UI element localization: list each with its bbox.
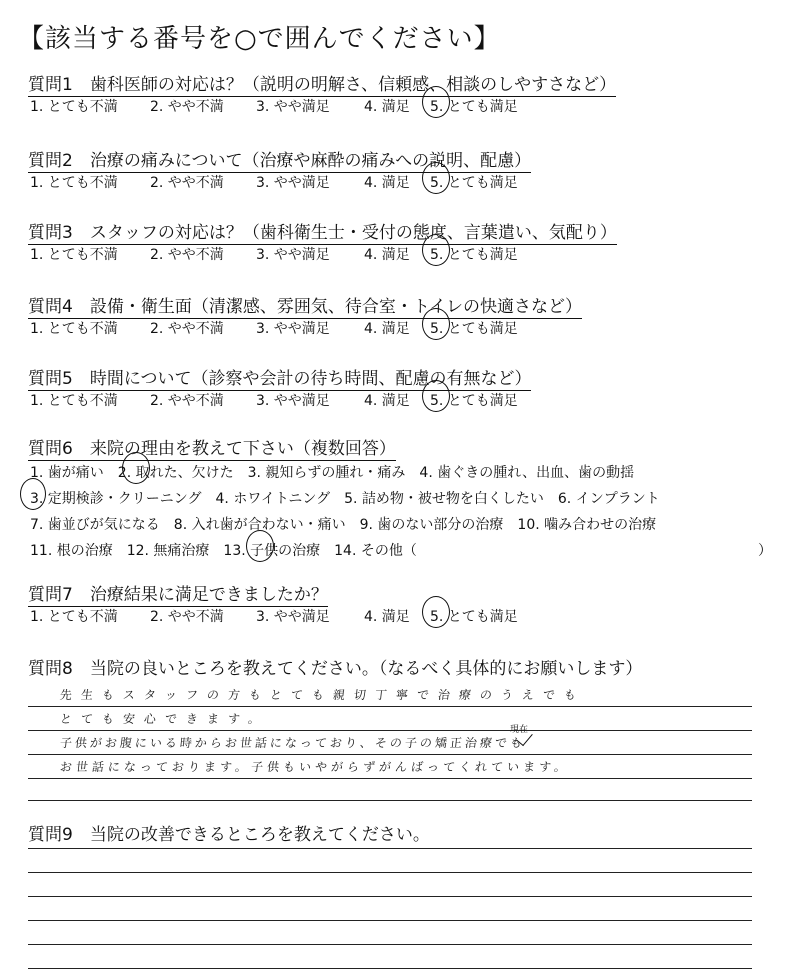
q7-option-3[interactable]: 3. やや満足	[256, 609, 330, 625]
q6-circle-option-3	[20, 478, 46, 510]
q7-option-2[interactable]: 2. やや不満	[150, 609, 224, 625]
question-8-title: 質問8 当院の良いところを教えてください。（なるべく具体的にお願いします）	[28, 659, 643, 679]
q5-option-3[interactable]: 3. やや満足	[256, 393, 330, 409]
q4-option-4[interactable]: 4. 満足	[364, 321, 410, 337]
q4-option-3[interactable]: 3. やや満足	[256, 321, 330, 337]
question-5-title: 質問5 時間について（診察や会計の待ち時間、配慮の有無など）	[28, 364, 531, 391]
q2-option-1[interactable]: 1. とても不満	[30, 175, 118, 191]
handwritten-answer-line-2: とても安心できます。	[59, 712, 270, 726]
question-6-options-line-3[interactable]: 7. 歯並びが気になる 8. 入れ歯が合わない・痛い 9. 歯のない部分の治療 10. 噛み合わせの治療	[30, 517, 657, 533]
answer-line	[28, 848, 752, 849]
question-3-options	[30, 244, 518, 264]
q3-option-5-circled[interactable]: 5. とても満足	[430, 244, 518, 264]
question-6-options-line-2[interactable]: 3. 定期検診・クリーニング 4. ホワイトニング 5. 詰め物・被せ物を白くしたい 6. インプラント	[30, 491, 660, 507]
answer-line	[28, 754, 752, 755]
answer-line	[28, 872, 752, 873]
question-1-options	[30, 96, 518, 116]
handwritten-answer-line-4: お世話になっております。子供もいやがらずがんばってくれています。	[59, 760, 571, 774]
q6-circle-option-13	[246, 530, 274, 562]
question-7-options	[30, 606, 518, 626]
question-2-options	[30, 172, 518, 192]
q4-option-5-circled[interactable]: 5. とても満足	[430, 318, 518, 338]
question-6-options-line-4[interactable]: 11. 根の治療 12. 無痛治療 13. 子供の治療 14. その他（	[30, 543, 417, 559]
handwritten-insert-note: 現在	[510, 725, 529, 735]
q1-option-3[interactable]: 3. やや満足	[256, 99, 330, 115]
question-6-title: 質問6 来院の理由を教えて下さい（複数回答）	[28, 434, 396, 461]
q6-circle-option-2	[122, 452, 150, 484]
q2-option-2[interactable]: 2. やや不満	[150, 175, 224, 191]
question-6-options-line-1[interactable]: 1. 歯が痛い 2. 取れた、欠けた 3. 親知らずの腫れ・痛み 4. 歯ぐきの腫れ、出血、歯の動揺	[30, 465, 635, 481]
question-1-title: 質問1 歯科医師の対応は？（説明の明解さ、信頼感、相談のしやすさなど）	[28, 70, 616, 97]
q1-option-5-circled[interactable]: 5. とても満足	[430, 96, 518, 116]
q5-option-2[interactable]: 2. やや不満	[150, 393, 224, 409]
q7-option-1[interactable]: 1. とても不満	[30, 609, 118, 625]
q1-option-4[interactable]: 4. 満足	[364, 99, 410, 115]
q1-option-2[interactable]: 2. やや不満	[150, 99, 224, 115]
q3-option-3[interactable]: 3. やや満足	[256, 247, 330, 263]
q1-option-1[interactable]: 1. とても不満	[30, 99, 118, 115]
question-4-options	[30, 318, 518, 338]
answer-line	[28, 778, 752, 779]
answer-line	[28, 896, 752, 897]
answer-line	[28, 944, 752, 945]
answer-line	[28, 920, 752, 921]
form-heading: 【該当する番号を○で囲んでください】	[18, 24, 501, 54]
question-9-title: 質問9 当院の改善できるところを教えてください。	[28, 825, 430, 845]
q2-option-3[interactable]: 3. やや満足	[256, 175, 330, 191]
q5-option-1[interactable]: 1. とても不満	[30, 393, 118, 409]
answer-line	[28, 968, 752, 969]
question-4-title: 質問4 設備・衛生面（清潔感、雰囲気、待合室・トイレの快適さなど）	[28, 292, 582, 319]
q4-option-2[interactable]: 2. やや不満	[150, 321, 224, 337]
answer-line	[28, 706, 752, 707]
handwritten-answer-line-1: 先生もスタッフの方もとても親切丁寧で治療のうえでも	[59, 688, 586, 702]
q5-option-5-circled[interactable]: 5. とても満足	[430, 390, 518, 410]
q2-option-5-circled[interactable]: 5. とても満足	[430, 172, 518, 192]
q3-option-2[interactable]: 2. やや不満	[150, 247, 224, 263]
answer-line	[28, 730, 752, 731]
q3-option-1[interactable]: 1. とても不満	[30, 247, 118, 263]
question-7-title: 質問7 治療結果に満足できましたか？	[28, 580, 328, 607]
q4-option-1[interactable]: 1. とても不満	[30, 321, 118, 337]
question-6-other-close-paren: ）	[758, 543, 772, 559]
q2-option-4[interactable]: 4. 満足	[364, 175, 410, 191]
q7-option-5-circled[interactable]: 5. とても満足	[430, 606, 518, 626]
q7-option-4[interactable]: 4. 満足	[364, 609, 410, 625]
q5-option-4[interactable]: 4. 満足	[364, 393, 410, 409]
question-3-title: 質問3 スタッフの対応は？（歯科衛生士・受付の態度、言葉遣い、気配り）	[28, 218, 617, 245]
q3-option-4[interactable]: 4. 満足	[364, 247, 410, 263]
handwritten-answer-line-3: 子供がお腹にいる時からお世話になっており、その子の矯正治療でも	[59, 736, 526, 750]
answer-line	[28, 800, 752, 801]
question-5-options	[30, 390, 518, 410]
question-2-title: 質問2 治療の痛みについて（治療や麻酔の痛みへの説明、配慮）	[28, 146, 531, 173]
